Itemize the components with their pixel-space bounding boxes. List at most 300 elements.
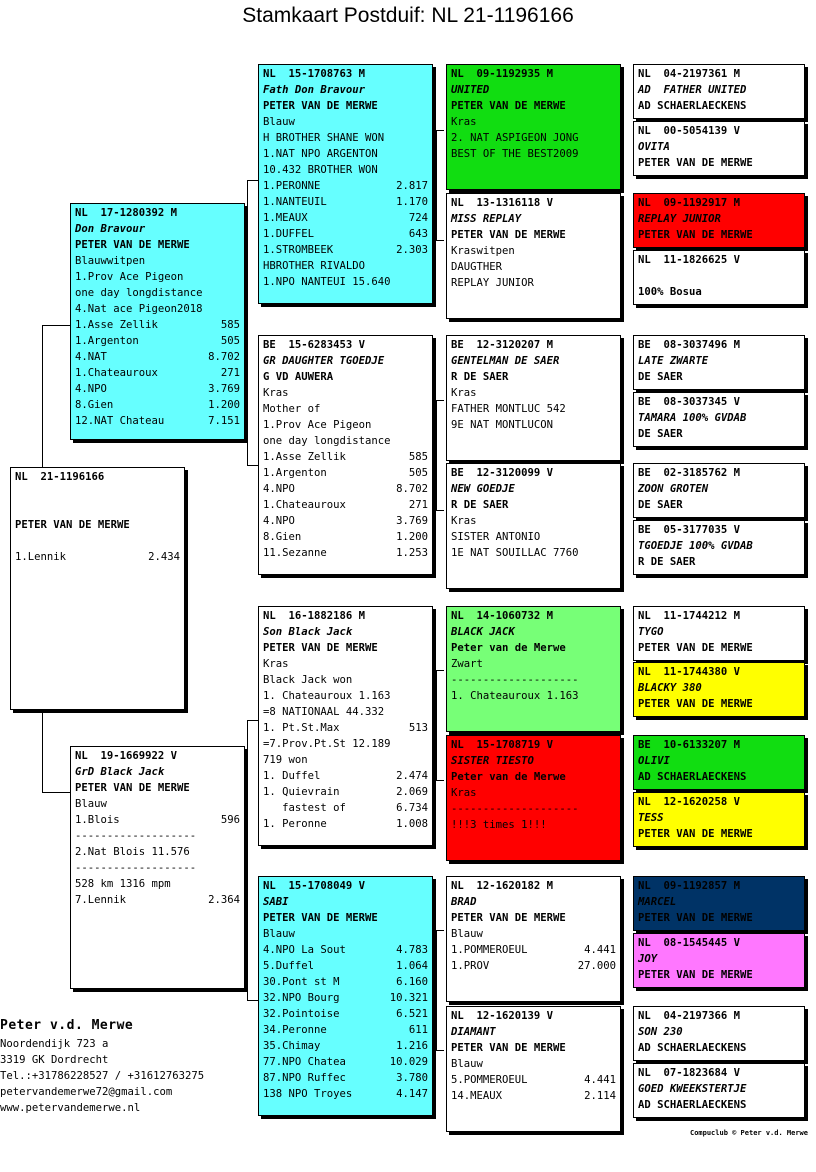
pigeon-name: BLACK JACK xyxy=(451,626,515,638)
result-line xyxy=(263,226,428,242)
ring-number: NL 04-2197361 M xyxy=(638,68,741,80)
result-text: 4.NPO xyxy=(75,383,107,395)
connector-line xyxy=(247,1000,258,1001)
result-line xyxy=(263,130,428,146)
result-text: Blauw xyxy=(451,1058,483,1070)
pigeon-name: BRAD xyxy=(451,896,477,908)
result-line xyxy=(263,274,428,290)
result-line xyxy=(451,656,616,672)
ring-number: NL 09-1192857 M xyxy=(638,880,741,892)
ring-number: NL 00-5054139 V xyxy=(638,125,741,137)
result-text: 7.Lennik xyxy=(75,894,127,906)
result-line xyxy=(451,688,616,704)
pigeon-name: UNITED xyxy=(451,84,490,96)
result-text: 12.NAT Chateau xyxy=(75,415,165,427)
result-text: 1.Chateauroux xyxy=(75,367,158,379)
ring-number: NL 11-1744212 M xyxy=(638,610,741,622)
result-value: 6.160 xyxy=(396,976,428,988)
pigeon-name: Fath Don Bravour xyxy=(263,84,366,96)
result-value: 596 xyxy=(220,814,240,826)
result-value: 1.064 xyxy=(396,960,428,972)
result-line xyxy=(451,801,616,817)
pigeon-card-g5 xyxy=(633,335,805,390)
result-text: 1. Peronne xyxy=(263,818,327,830)
result-value: 724 xyxy=(408,212,428,224)
result-text: 1.Argenton xyxy=(263,467,327,479)
owner-name: PETER VAN DE MERWE xyxy=(263,912,378,924)
result-text: Kras xyxy=(451,116,477,128)
pigeon-card-fmf xyxy=(446,335,621,461)
result-line xyxy=(263,958,428,974)
result-text: 528 km 1316 mpm xyxy=(75,878,171,890)
result-text: 1.PERONNE xyxy=(263,180,321,192)
owner-name: AD SCHAERLAECKENS xyxy=(638,1042,747,1054)
result-text: Blauw xyxy=(263,116,295,128)
result-line xyxy=(263,417,428,433)
result-text: 1. Quievrain xyxy=(263,786,340,798)
result-value: 505 xyxy=(408,467,428,479)
result-line xyxy=(75,333,240,349)
result-text: Kras xyxy=(451,387,477,399)
connector-line xyxy=(436,1050,444,1051)
pigeon-name: BLACKY 380 xyxy=(638,682,702,694)
owner-name: PETER VAN DE MERWE xyxy=(638,969,753,981)
result-line xyxy=(451,417,616,433)
owner-name: AD SCHAERLAECKENS xyxy=(638,771,747,783)
pigeon-card-fm xyxy=(258,335,433,575)
result-line xyxy=(263,942,428,958)
result-text: 8.Gien xyxy=(263,531,302,543)
result-line xyxy=(451,817,616,833)
result-text: 87.NPO Ruffec xyxy=(263,1072,346,1084)
pigeon-name: SISTER TIESTO xyxy=(451,755,534,767)
result-value: 4.441 xyxy=(584,1074,616,1086)
result-text: 4.NPO xyxy=(263,483,295,495)
result-line xyxy=(263,926,428,942)
result-text: =7.Prov.Pt.St 12.189 xyxy=(263,738,391,750)
ring-number: NL 07-1823684 V xyxy=(638,1067,741,1079)
connector-line xyxy=(436,510,444,511)
result-line xyxy=(75,349,240,365)
result-text: fastest of xyxy=(263,802,346,814)
result-text: 30.Pont st M xyxy=(263,976,340,988)
result-line xyxy=(263,545,428,561)
result-line xyxy=(75,413,240,429)
owner-name: PETER VAN DE MERWE xyxy=(638,229,753,241)
result-text: 4.NAT xyxy=(75,351,107,363)
pigeon-name: TAMARA 100% GVDAB xyxy=(638,412,747,424)
result-line xyxy=(75,381,240,397)
result-text: 1.PROV xyxy=(451,960,490,972)
result-text: 719 won xyxy=(263,754,308,766)
result-value: 10.321 xyxy=(389,992,428,1004)
result-value: 2.434 xyxy=(148,551,180,563)
pigeon-name: GENTELMAN DE SAER xyxy=(451,355,560,367)
result-text: ------------------- xyxy=(75,862,197,874)
result-text: 34.Peronne xyxy=(263,1024,327,1036)
pigeon-name: NEW GOEDJE xyxy=(451,483,515,495)
pigeon-card-g10 xyxy=(633,662,805,717)
result-text: 4.Nat ace Pigeon2018 xyxy=(75,303,203,315)
pigeon-card-g6 xyxy=(633,392,805,447)
result-text: 35.Chimay xyxy=(263,1040,321,1052)
result-text: Kras xyxy=(451,515,477,527)
result-value: 4.783 xyxy=(396,944,428,956)
result-text: 1. Pt.St.Max xyxy=(263,722,340,734)
spacer xyxy=(15,485,180,501)
owner-name: PETER VAN DE MERWE xyxy=(15,519,130,531)
result-text: 1E NAT SOUILLAC 7760 xyxy=(451,547,579,559)
result-value: 2.069 xyxy=(396,786,428,798)
pigeon-name: MARCEL xyxy=(638,896,677,908)
ring-number: BE 10-6133207 M xyxy=(638,739,741,751)
result-text: 1. Chateauroux 1.163 xyxy=(451,690,579,702)
result-line xyxy=(451,243,616,259)
result-text: HBROTHER RIVALDO xyxy=(263,260,366,272)
owner-name: PETER VAN DE MERWE xyxy=(638,698,753,710)
owner-name: PETER VAN DE MERWE xyxy=(451,912,566,924)
result-value: 2.303 xyxy=(396,244,428,256)
result-text: SISTER ANTONIO xyxy=(451,531,541,543)
result-line xyxy=(75,844,240,860)
result-value: 7.151 xyxy=(208,415,240,427)
ring-number: NL 11-1826625 V xyxy=(638,254,741,266)
owner-name: PETER VAN DE MERWE xyxy=(75,782,190,794)
result-line xyxy=(263,114,428,130)
pigeon-card-fff xyxy=(446,64,621,190)
breeder-contact xyxy=(0,1018,204,1116)
result-line xyxy=(263,481,428,497)
result-text: 1.Chateauroux xyxy=(263,499,346,511)
pigeon-card-ff xyxy=(258,64,433,304)
result-value: 2.114 xyxy=(584,1090,616,1102)
pigeon-card-g16 xyxy=(633,1063,805,1118)
result-line xyxy=(263,1038,428,1054)
result-text: REPLAY JUNIOR xyxy=(451,277,534,289)
owner-name: PETER VAN DE MERWE xyxy=(75,239,190,251)
result-line xyxy=(263,784,428,800)
owner-name: PETER VAN DE MERWE xyxy=(263,100,378,112)
result-line xyxy=(263,1054,428,1070)
owner-name: PETER VAN DE MERWE xyxy=(638,642,753,654)
result-text: 11.Sezanne xyxy=(263,547,327,559)
result-text: Blauw xyxy=(451,928,483,940)
result-line xyxy=(263,449,428,465)
result-text: 5.Duffel xyxy=(263,960,315,972)
result-line xyxy=(75,876,240,892)
result-line xyxy=(263,513,428,529)
result-text: 5.POMMEROEUL xyxy=(451,1074,528,1086)
result-text: !!!3 times 1!!! xyxy=(451,819,547,831)
connector-line xyxy=(42,708,43,792)
result-text: Kras xyxy=(451,787,477,799)
owner-name: AD SCHAERLAECKENS xyxy=(638,1099,747,1111)
result-line xyxy=(263,1070,428,1086)
result-text: Blauwwitpen xyxy=(75,255,146,267)
pigeon-card-g1 xyxy=(633,64,805,119)
result-text: 4.NPO xyxy=(263,515,295,527)
pigeon-card-g8 xyxy=(633,520,805,575)
pigeon-card-mmf xyxy=(446,876,621,1002)
result-value: 1.008 xyxy=(396,818,428,830)
result-value: 2.474 xyxy=(396,770,428,782)
connector-line xyxy=(247,180,248,465)
result-text: 14.MEAUX xyxy=(451,1090,503,1102)
result-text: 1.Lennik xyxy=(15,551,67,563)
ring-number: NL 12-1620139 V xyxy=(451,1010,554,1022)
result-line xyxy=(263,752,428,768)
result-line xyxy=(75,796,240,812)
owner-name: G VD AUWERA xyxy=(263,371,334,383)
result-line xyxy=(263,1086,428,1102)
result-text: =8 NATIONAAL 44.332 xyxy=(263,706,385,718)
connector-line xyxy=(436,130,444,131)
pigeon-name: TESS xyxy=(638,812,664,824)
result-value: 585 xyxy=(408,451,428,463)
result-line xyxy=(263,194,428,210)
result-line xyxy=(263,800,428,816)
result-text: Mother of xyxy=(263,403,321,415)
result-text: 10.432 BROTHER WON xyxy=(263,164,378,176)
pigeon-card-mf xyxy=(258,606,433,846)
owner-name: R DE SAER xyxy=(451,499,509,511)
result-text: 1.Blois xyxy=(75,814,120,826)
result-line xyxy=(263,178,428,194)
result-line xyxy=(263,704,428,720)
result-text: 1.Argenton xyxy=(75,335,139,347)
owner-name: 100% Bosua xyxy=(638,286,702,298)
ring-number: BE 12-3120207 M xyxy=(451,339,554,351)
owner-name: PETER VAN DE MERWE xyxy=(451,1042,566,1054)
result-text: 1. Chateauroux 1.163 xyxy=(263,690,391,702)
result-line xyxy=(451,146,616,162)
owner-name: DE SAER xyxy=(638,428,683,440)
result-line xyxy=(263,672,428,688)
pigeon-name: Son Black Jack xyxy=(263,626,353,638)
result-line xyxy=(263,1022,428,1038)
result-line xyxy=(451,1072,616,1088)
result-line xyxy=(451,114,616,130)
result-line xyxy=(263,656,428,672)
ring-number: NL 14-1060732 M xyxy=(451,610,554,622)
pigeon-name: JOY xyxy=(638,953,658,965)
owner-name: R DE SAER xyxy=(638,556,696,568)
result-text: Blauw xyxy=(263,928,295,940)
ring-number: NL 15-1708049 V xyxy=(263,880,366,892)
result-text: Kraswitpen xyxy=(451,245,515,257)
breeder-phone: Tel.:+31786228527 / +31612763275 xyxy=(0,1070,205,1082)
ring-number: NL 17-1280392 M xyxy=(75,207,178,219)
result-line xyxy=(75,365,240,381)
result-text: 1.Prov Ace Pigeon xyxy=(75,271,184,283)
result-line xyxy=(451,672,616,688)
connector-line xyxy=(247,465,258,466)
result-value: 8.702 xyxy=(208,351,240,363)
pigeon-card-mother xyxy=(70,746,245,989)
result-line xyxy=(263,768,428,784)
result-text: Zwart xyxy=(451,658,483,670)
result-line xyxy=(451,1088,616,1104)
pigeon-name: LATE ZWARTE xyxy=(638,355,709,367)
ring-number: BE 05-3177035 V xyxy=(638,524,741,536)
result-text: -------------------- xyxy=(451,803,579,815)
result-value: 6.521 xyxy=(396,1008,428,1020)
result-line xyxy=(263,162,428,178)
result-text: 1.NANTEUIL xyxy=(263,196,327,208)
result-text: Kras xyxy=(263,658,289,670)
connector-line xyxy=(247,720,248,1000)
ring-number: BE 02-3185762 M xyxy=(638,467,741,479)
pigeon-name: GrD Black Jack xyxy=(75,766,165,778)
pigeon-name: ZOON GROTEN xyxy=(638,483,709,495)
credit-line: Compuclub © Peter v.d. Merwe xyxy=(689,1129,808,1137)
result-line xyxy=(263,433,428,449)
result-value: 643 xyxy=(408,228,428,240)
pigeon-name: TGOEDJE 100% GVDAB xyxy=(638,540,753,552)
result-text: one day longdistance xyxy=(75,287,203,299)
pigeon-name: OVITA xyxy=(638,141,670,153)
result-text: 1.Asse Zellik xyxy=(75,319,158,331)
pigeon-card-fmm xyxy=(446,463,621,589)
pigeon-name: GR DAUGHTER TGOEDJE xyxy=(263,355,385,367)
result-value: 505 xyxy=(220,335,240,347)
result-line xyxy=(263,688,428,704)
result-line xyxy=(451,130,616,146)
ring-number: NL 15-1708763 M xyxy=(263,68,366,80)
result-line xyxy=(263,146,428,162)
connector-line xyxy=(247,720,258,721)
result-line xyxy=(75,397,240,413)
result-line xyxy=(451,275,616,291)
pigeon-card-ffm xyxy=(446,193,621,319)
ring-number: BE 15-6283453 V xyxy=(263,339,366,351)
result-line xyxy=(451,926,616,942)
owner-name: DE SAER xyxy=(638,499,683,511)
result-line xyxy=(75,317,240,333)
pigeon-card-g2 xyxy=(633,121,805,176)
breeder-email[interactable]: petervandemerwe72@gmail.com xyxy=(0,1086,173,1098)
result-value: 3.780 xyxy=(396,1072,428,1084)
connector-line xyxy=(42,325,43,468)
breeder-city: 3319 GK Dordrecht xyxy=(0,1054,109,1066)
breeder-website[interactable]: www.petervandemerwe.nl xyxy=(0,1102,141,1114)
result-value: 8.702 xyxy=(396,483,428,495)
result-line xyxy=(451,513,616,529)
result-text: FATHER MONTLUC 542 xyxy=(451,403,566,415)
pigeon-name: SON 230 xyxy=(638,1026,683,1038)
result-line xyxy=(263,990,428,1006)
result-text: 8.Gien xyxy=(75,399,114,411)
result-text: ------------------- xyxy=(75,830,197,842)
owner-name: PETER VAN DE MERWE xyxy=(451,229,566,241)
result-line xyxy=(263,720,428,736)
result-text: 1.Asse Zellik xyxy=(263,451,346,463)
result-text: DAUGTHER xyxy=(451,261,503,273)
result-text: H BROTHER SHANE WON xyxy=(263,132,385,144)
connector-line xyxy=(247,180,258,181)
pigeon-name xyxy=(15,501,180,517)
connector-line xyxy=(436,400,437,510)
pigeon-card-g14 xyxy=(633,933,805,988)
result-value: 2.364 xyxy=(208,894,240,906)
pigeon-name: MISS REPLAY xyxy=(451,213,522,225)
result-value: 611 xyxy=(408,1024,428,1036)
result-line xyxy=(451,1056,616,1072)
result-text: 4.NPO La Sout xyxy=(263,944,346,956)
owner-name: Peter van de Merwe xyxy=(451,771,566,783)
result-line xyxy=(75,301,240,317)
result-line xyxy=(75,253,240,269)
breeder-address: Noordendijk 723 a xyxy=(0,1038,109,1050)
connector-line xyxy=(436,780,444,781)
pigeon-card-g13 xyxy=(633,876,805,931)
result-line xyxy=(263,1006,428,1022)
pigeon-name: SABI xyxy=(263,896,289,908)
result-line xyxy=(451,942,616,958)
connector-line xyxy=(436,400,444,401)
ring-number: NL 08-1545445 V xyxy=(638,937,741,949)
ring-number: BE 08-3037345 V xyxy=(638,396,741,408)
result-line xyxy=(75,285,240,301)
pigeon-card-g4 xyxy=(633,250,805,305)
result-value: 1.216 xyxy=(396,1040,428,1052)
result-text: one day longdistance xyxy=(263,435,391,447)
owner-name: Peter van de Merwe xyxy=(451,642,566,654)
result-text: BEST OF THE BEST2009 xyxy=(451,148,579,160)
owner-name: PETER VAN DE MERWE xyxy=(263,642,378,654)
pigeon-card-g7 xyxy=(633,463,805,518)
ring-number: NL 21-1196166 xyxy=(15,471,105,483)
result-line xyxy=(451,785,616,801)
result-text: 138 NPO Troyes xyxy=(263,1088,353,1100)
pigeon-card-mmm xyxy=(446,1006,621,1132)
owner-name: DE SAER xyxy=(638,371,683,383)
ring-number: BE 12-3120099 V xyxy=(451,467,554,479)
result-text: Black Jack won xyxy=(263,674,353,686)
page-title: Stamkaart Postduif: NL 21-1196166 xyxy=(242,4,574,27)
result-line xyxy=(263,242,428,258)
result-value: 1.253 xyxy=(396,547,428,559)
result-value: 3.769 xyxy=(396,515,428,527)
connector-line xyxy=(436,130,437,240)
result-text: Blauw xyxy=(75,798,107,810)
result-text: 2.Nat Blois 11.576 xyxy=(75,846,190,858)
result-value: 4.441 xyxy=(584,944,616,956)
result-value: 1.200 xyxy=(208,399,240,411)
result-line xyxy=(263,465,428,481)
ring-number: NL 16-1882186 M xyxy=(263,610,366,622)
result-line xyxy=(451,529,616,545)
ring-number: BE 08-3037496 M xyxy=(638,339,741,351)
result-text: 1. Duffel xyxy=(263,770,321,782)
result-line xyxy=(451,545,616,561)
result-line xyxy=(263,210,428,226)
breeder-name: Peter v.d. Merwe xyxy=(0,1018,134,1033)
result-text: -------------------- xyxy=(451,674,579,686)
ring-number: NL 09-1192917 M xyxy=(638,197,741,209)
result-text: 1.MEAUX xyxy=(263,212,308,224)
result-line xyxy=(15,549,180,565)
result-line xyxy=(263,497,428,513)
pigeon-card-g3 xyxy=(633,193,805,248)
connector-line xyxy=(436,240,444,241)
pigeon-card-father xyxy=(70,203,245,440)
result-line xyxy=(263,529,428,545)
result-text: 1.DUFFEL xyxy=(263,228,315,240)
result-text: 77.NPO Chatea xyxy=(263,1056,346,1068)
pigeon-name: Don Bravour xyxy=(75,223,146,235)
pigeon-name: DIAMANT xyxy=(451,1026,496,1038)
